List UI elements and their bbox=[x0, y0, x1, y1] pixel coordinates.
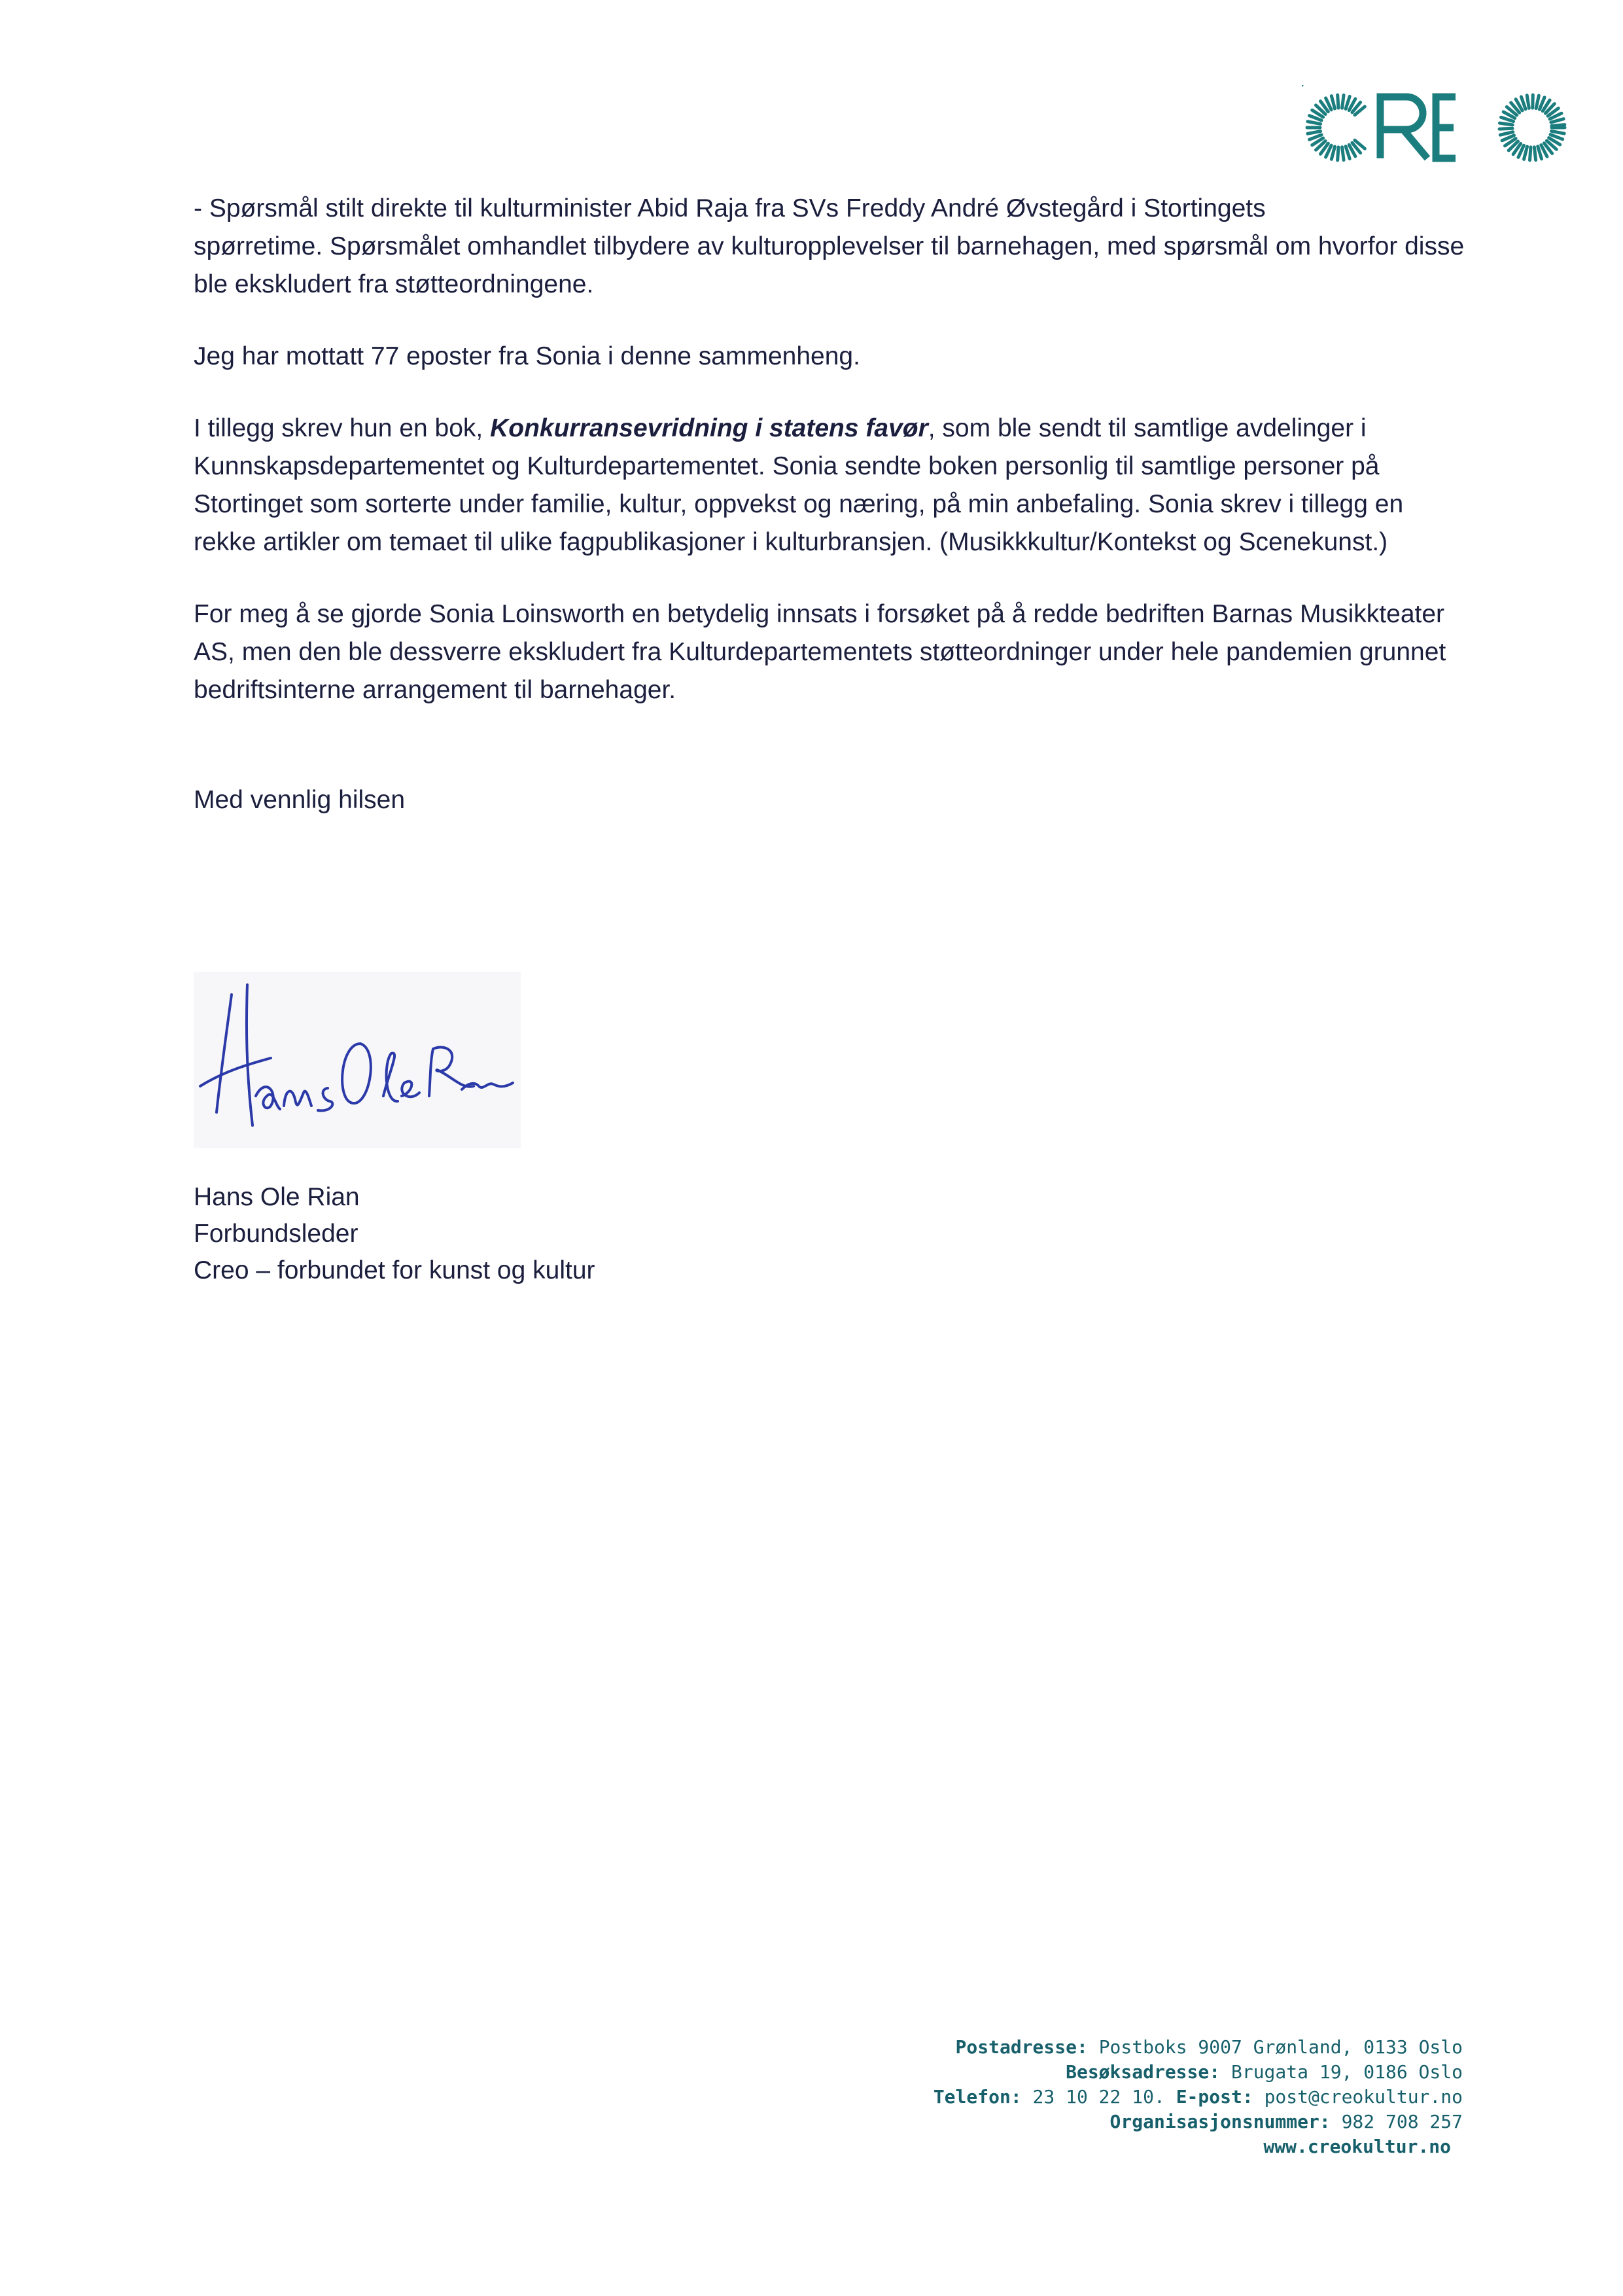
footer-phone-email bbox=[934, 2085, 1463, 2110]
paragraph-question-rest: spørretime. Spørsmålet omhandlet tilbydere av kulturopplevelser til barnehagen, med spørsmål om hvorfor disse ble ekskludert fra støtteordningene. bbox=[194, 232, 1465, 298]
creo-logo bbox=[1302, 85, 1577, 170]
paragraph-effort: For meg å se gjorde Sonia Loinsworth en betydelig innsats i forsøket på å redde bedriften Barnas Musikkteater AS, men den ble dessverre ekskludert fra Kulturdepartementets støtteordninger under hele pandemien grunnet bedriftsinterne arrangement til barnehager. bbox=[194, 600, 1446, 704]
org-number-value: 982 708 257 bbox=[1341, 2111, 1463, 2132]
org-number-label: Organisasjonsnummer: bbox=[1109, 2111, 1331, 2132]
paragraph-emails: Jeg har mottatt 77 eposter fra Sonia i denne sammenheng. bbox=[194, 342, 860, 370]
creo-logo-graphic bbox=[1302, 85, 1577, 170]
paragraph-question-line1: - Spørsmål stilt direkte til kulturminister Abid Raja fra SVs Freddy André Øvstegård i Stortingets bbox=[194, 194, 1266, 222]
signer-organization: Creo – forbundet for kunst og kultur bbox=[194, 1256, 595, 1284]
footer-visit-address bbox=[934, 2060, 1463, 2085]
postal-value: Postboks 9007 Grønland, 0133 Oslo bbox=[1098, 2036, 1463, 2058]
postal-label: Postadresse: bbox=[955, 2036, 1088, 2058]
visit-value: Brugata 19, 0186 Oslo bbox=[1230, 2061, 1463, 2083]
footer-contact bbox=[934, 2035, 1463, 2159]
handwritten-signature bbox=[194, 972, 521, 1148]
book-description: , som ble sendt til samtlige avdelinger i Kunnskapsdepartementet og Kulturdepartementet. Sonia sendte boken personlig til samtlige personer på Stortinget som sorterte under familie, kultur, oppvekst og næring, på min anbefaling. Sonia skrev i tillegg en rekke artikler om temaet til ulike fagpublikasjoner i kulturbransjen. (Musikkkultur/Kontekst og Scenekunst.) bbox=[194, 414, 1404, 556]
signer-title: Forbundsleder bbox=[194, 1220, 358, 1248]
signature-scribble bbox=[194, 972, 521, 1148]
footer-org-number bbox=[934, 2110, 1463, 2134]
signer-name: Hans Ole Rian bbox=[194, 1183, 360, 1211]
letter-body bbox=[194, 190, 1469, 819]
greeting: Med vennlig hilsen bbox=[194, 786, 406, 814]
phone-value: 23 10 22 10. bbox=[1032, 2086, 1165, 2108]
footer-postal-address bbox=[934, 2035, 1463, 2060]
email-link[interactable]: post@creokultur.no bbox=[1264, 2086, 1463, 2108]
website-link[interactable]: www.creokultur.no bbox=[1263, 2136, 1451, 2157]
email-label: E-post: bbox=[1176, 2086, 1253, 2108]
phone-label: Telefon: bbox=[933, 2086, 1022, 2108]
paragraph-book bbox=[194, 410, 1469, 561]
book-title: Konkurransevridning i statens favør bbox=[490, 414, 928, 442]
visit-label: Besøksadresse: bbox=[1066, 2061, 1221, 2083]
signature-block bbox=[194, 1179, 595, 1289]
book-intro: I tillegg skrev hun en bok, bbox=[194, 414, 491, 442]
